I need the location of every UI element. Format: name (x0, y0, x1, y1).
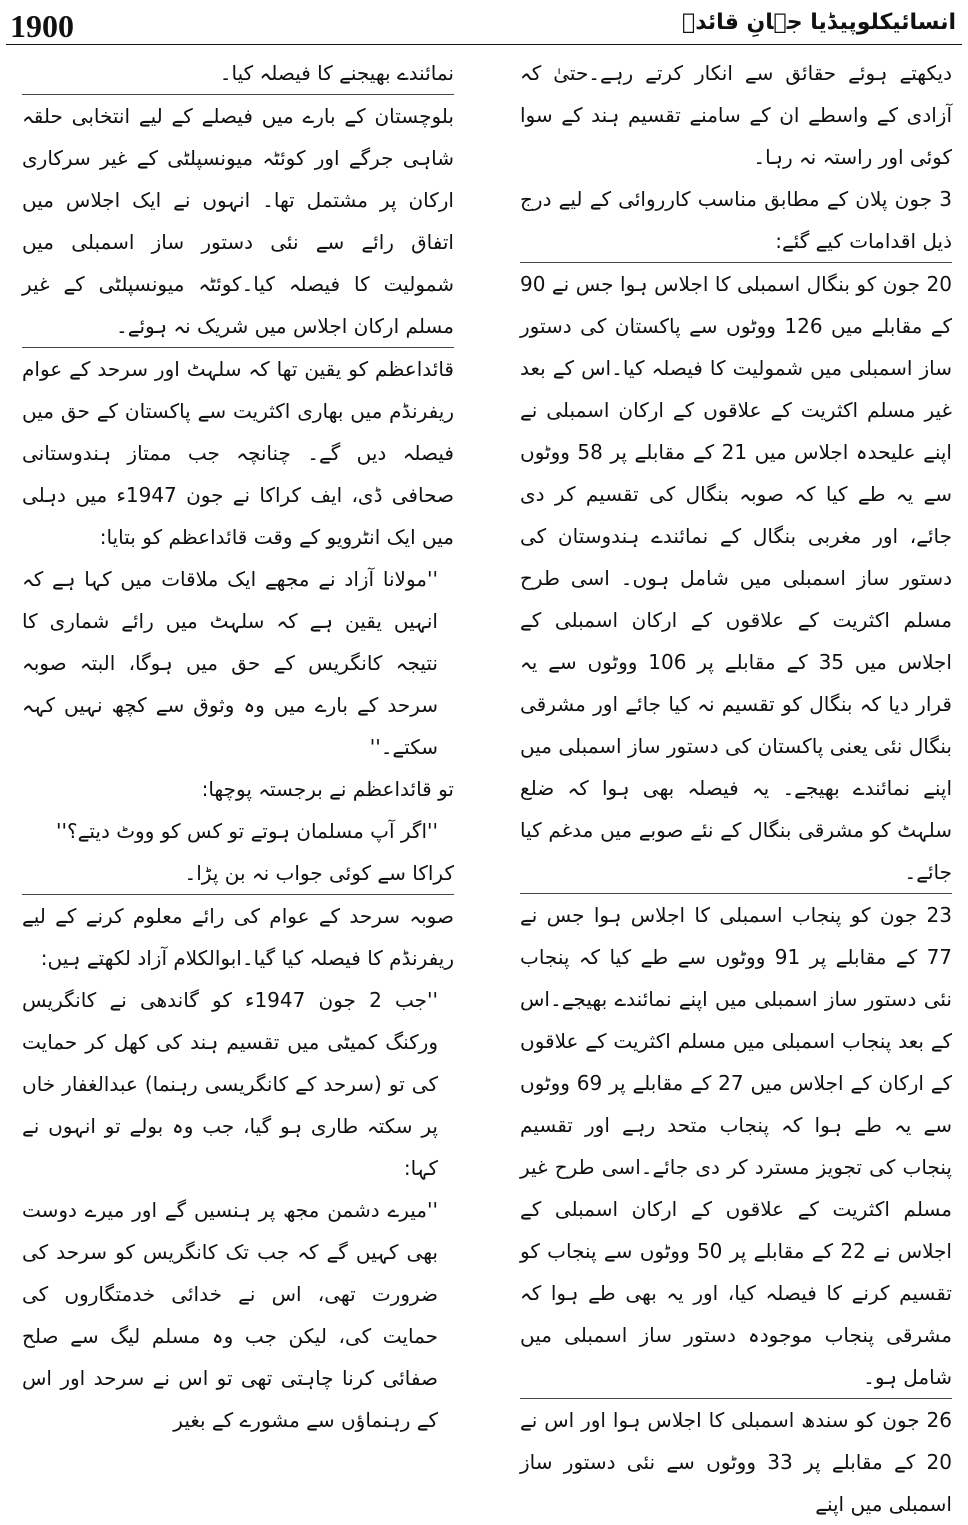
running-title: انسائیکلوپیڈیا جہانِ قائدؒ (682, 10, 956, 35)
paragraph: 23 جون کو پنجاب اسمبلی کا اجلاس ہوا جس نے 77 کے مقابلے پر 91 ووٹوں سے طے کیا کہ پنجاب نئی دستور ساز اسمبلی میں اپنے نمائندے بھیجے۔اس کے بعد پنجاب اسمبلی میں مسلم اکثریت کے علاقوں کے ارکان کے اجلاس میں 27 کے مقابلے پر 69 ووٹوں سے یہ طے ہوا کہ پنجاب متحد رہے اور تقسیم پنجاب کی تجویز مسترد کر دی جائے۔اسی طرح غیر مسلم اکثریت کے علاقوں کے ارکان اسمبلی کے اجلاس نے 22 کے مقابلے پر 50 ووٹوں سے پنجاب کو تقسیم کرنے کا فیصلہ کیا، اور یہ بھی طے ہوا کہ مشرقی پنجاب موجودہ دستور ساز اسمبلی میں شامل ہو۔ (520, 893, 952, 1398)
paragraph: قائداعظم کو یقین تھا کہ سلہٹ اور سرحد کے عوام ریفرنڈم میں بھاری اکثریت سے پاکستان کے حق میں فیصلہ دیں گے۔ چنانچہ جب ممتاز ہندوستانی صحافی ڈی، ایف کراکا نے جون 1947ء میں دہلی میں ایک انٹرویو کے وقت قائداعظم کو بتایا: (22, 347, 454, 558)
quotation: ''میرے دشمن مجھ پر ہنسیں گے اور میرے دوست بھی کہیں گے کہ جب تک کانگریس کو سرحد کی ضرورت تھی، اس نے خدائی خدمتگاروں کی حمایت کی، لیکن جب وہ مسلم لیگ سے صلح صفائی کرنا چاہتی تھی تو اس نے سرحد اور اس کے رہنماؤں سے مشورے کے بغیر (22, 1198, 438, 1432)
paragraph: 3 جون پلان کے مطابق مناسب کارروائی کے لیے درج ذیل اقدامات کیے گئے: (520, 187, 952, 253)
quotation: ''مولانا آزاد نے مجھے ایک ملاقات میں کہا ہے کہ انہیں یقین ہے کہ سلہٹ میں رائے شماری کا نتیجہ کانگریس کے حق میں ہوگا، البتہ صوبہ سرحد کے بارے میں وہ وثوق سے کچھ نہیں کہہ سکتے۔'' (22, 567, 438, 759)
paragraph: صوبہ سرحد کے عوام کی رائے معلوم کرنے کے لیے ریفرنڈم کا فیصلہ کیا گیا۔ابوالکلام آزاد لکھتے ہیں: (22, 894, 454, 979)
paragraph: دیکھتے ہوئے حقائق سے انکار کرتے رہے۔حتیٰ کہ آزادی کے واسطے ان کے سامنے تقسیم ہند کے سوا کوئی اور راستہ نہ رہا۔ (520, 61, 952, 169)
header-rule (6, 44, 962, 45)
quotation: ''اگر آپ مسلمان ہوتے تو کس کو ووٹ دیتے؟'' (56, 819, 438, 843)
page-header (0, 0, 968, 48)
left-column (22, 52, 454, 1432)
right-column (520, 52, 953, 1516)
page-number: 1900 (10, 8, 74, 44)
paragraph: 20 جون کو بنگال اسمبلی کا اجلاس ہوا جس نے 90 کے مقابلے میں 126 ووٹوں سے پاکستان کی دستور ساز اسمبلی میں شمولیت کا فیصلہ کیا۔اس کے بعد غیر مسلم اکثریت کے علاقوں کے ارکان اسمبلی نے اپنے علیحدہ اجلاس میں 21 کے مقابلے پر 58 ووٹوں سے یہ طے کیا کہ صوبہ بنگال کی تقسیم کر دی جائے، اور مغربی بنگال کے نمائندے ہندوستان کی دستور ساز اسمبلی میں شامل ہوں۔ اسی طرح مسلم اکثریت کے علاقوں کے ارکان اسمبلی کے اجلاس میں 35 کے مقابلے پر 106 ووٹوں سے یہ قرار دیا کہ بنگال کو تقسیم نہ کیا جائے اور مشرقی بنگال نئی یعنی پاکستان کی دستور ساز اسمبلی میں اپنے نمائندے بھیجے۔ یہ فیصلہ بھی ہوا کہ ضلع سلہٹ کو مشرقی بنگال کے نئے صوبے میں مدغم کیا جائے۔ (520, 262, 952, 893)
paragraph: بلوچستان کے بارے میں فیصلے کے لیے انتخابی حلقہ شاہی جرگے اور کوئٹہ میونسپلٹی کے غیر سرکاری ارکان پر مشتمل تھا۔ انہوں نے ایک اجلاس میں اتفاق رائے سے نئی دستور ساز اسمبلی میں شمولیت کا فیصلہ کیا۔کوئٹہ میونسپلٹی کے غیر مسلم ارکان اجلاس میں شریک نہ ہوئے۔ (22, 94, 454, 347)
paragraph: 26 جون کو سندھ اسمبلی کا اجلاس ہوا اور اس نے 20 کے مقابلے پر 33 ووٹوں سے نئی دستور ساز اسمبلی میں اپنے (520, 1398, 952, 1525)
quotation: ''جب 2 جون 1947ء کو گاندھی نے کانگریس ورکنگ کمیٹی میں تقسیم ہند کی کھل کر حمایت کی تو (سرحد کے کانگریسی رہنما) عبدالغفار خاں پر سکتہ طاری ہو گیا، جب وہ بولے تو انہوں نے کہا: (22, 988, 438, 1180)
paragraph: تو قائداعظم نے برجستہ پوچھا: (201, 777, 454, 801)
paragraph: نمائندے بھیجنے کا فیصلہ کیا۔ (219, 61, 454, 85)
paragraph: کراکا سے کوئی جواب نہ بن پڑا۔ (184, 861, 454, 885)
